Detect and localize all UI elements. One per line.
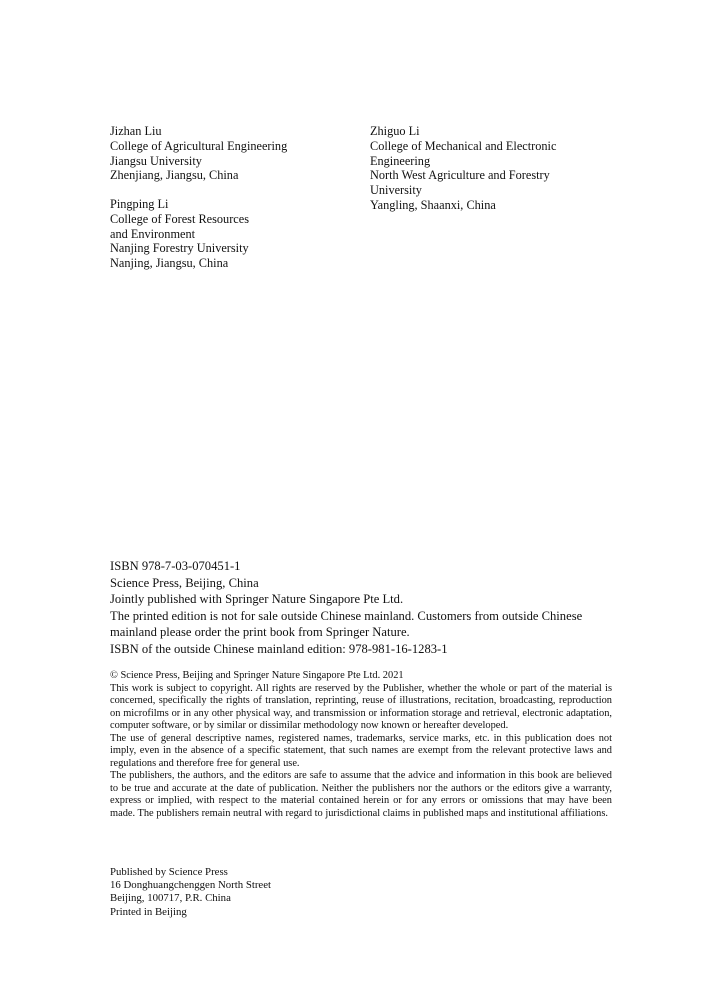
sale-restriction-line: The printed edition is not for sale outside Chinese mainland. Customers from outside Chinese (110, 608, 583, 623)
trademarks-paragraph: The use of general descriptive names, registered names, trademarks, service marks, etc. in this publication does not imply, even in the absence of a specific statement, that such names are exempt from the relevant protective laws and regulations and therefore free for general use. (110, 732, 612, 769)
copyright-rights-paragraph: This work is subject to copyright. All rights are reserved by the Publisher, whether the whole or part of the material is concerned, specifically the rights of translation, reprinting, reuse of illustrations, recitation, broadcasting, reproduction on microfilms or in any other physical way, and transmission or information storage and retrieval, electronic adaptation, computer software, or by similar or dissimilar methodology now known or hereafter developed. (110, 682, 612, 732)
author-location: Zhenjiang, Jiangsu, China (110, 168, 239, 183)
copyright-block (110, 670, 612, 821)
published-by-line: Published by Science Press (110, 866, 228, 878)
sale-restriction-line-cont: mainland please order the print book from Springer Nature. (110, 625, 410, 640)
outside-isbn-line: ISBN of the outside Chinese mainland edition: 978-981-16-1283-1 (110, 641, 448, 656)
author-location: Yangling, Shaanxi, China (370, 197, 496, 212)
address-street-line: 16 Donghuangchenggen North Street (110, 879, 272, 892)
isbn-line: ISBN 978-7-03-070451-1 (110, 559, 241, 573)
author-university: Nanjing Forestry University (110, 241, 249, 256)
author-college-cont: and Environment (110, 226, 196, 241)
copyright-notice: © Science Press, Beijing and Springer Nature Singapore Pte Ltd. 2021 (110, 670, 404, 681)
author-name: Jizhan Liu (110, 124, 162, 138)
author-college: College of Mechanical and Electronic (370, 138, 557, 153)
author-affiliation-pingping-li (110, 197, 249, 271)
printed-in-line: Printed in Beijing (110, 905, 187, 918)
isbn-block (110, 558, 620, 658)
address-city-line: Beijing, 100717, P.R. China (110, 892, 231, 905)
disclaimer-paragraph: The publishers, the authors, and the editors are safe to assume that the advice and information in this book are believed to be true and accurate at the date of publication. Neither the publishers nor the authors or the editors give a warranty, express or implied, with respect to the material contained herein or for any errors or omissions that may have been made. The publishers remain neutral with regard to jurisdictional claims in published maps and institutional affiliations. (110, 770, 612, 820)
author-college: College of Agricultural Engineering (110, 138, 288, 153)
author-university: North West Agriculture and Forestry (370, 168, 550, 183)
author-university: Jiangsu University (110, 153, 202, 168)
author-university-cont: University (370, 183, 422, 198)
author-college-cont: Engineering (370, 153, 431, 168)
author-name: Zhiguo Li (370, 124, 420, 138)
publisher-block (110, 866, 271, 919)
publisher-line: Science Press, Beijing, China (110, 575, 259, 590)
author-affiliation-zhiguo-li (370, 124, 556, 213)
author-affiliation-jizhan-liu (110, 124, 287, 183)
author-college: College of Forest Resources (110, 211, 249, 226)
author-location: Nanjing, Jiangsu, China (110, 256, 229, 271)
author-name: Pingping Li (110, 197, 169, 211)
copublisher-line: Jointly published with Springer Nature Singapore Pte Ltd. (110, 592, 404, 607)
